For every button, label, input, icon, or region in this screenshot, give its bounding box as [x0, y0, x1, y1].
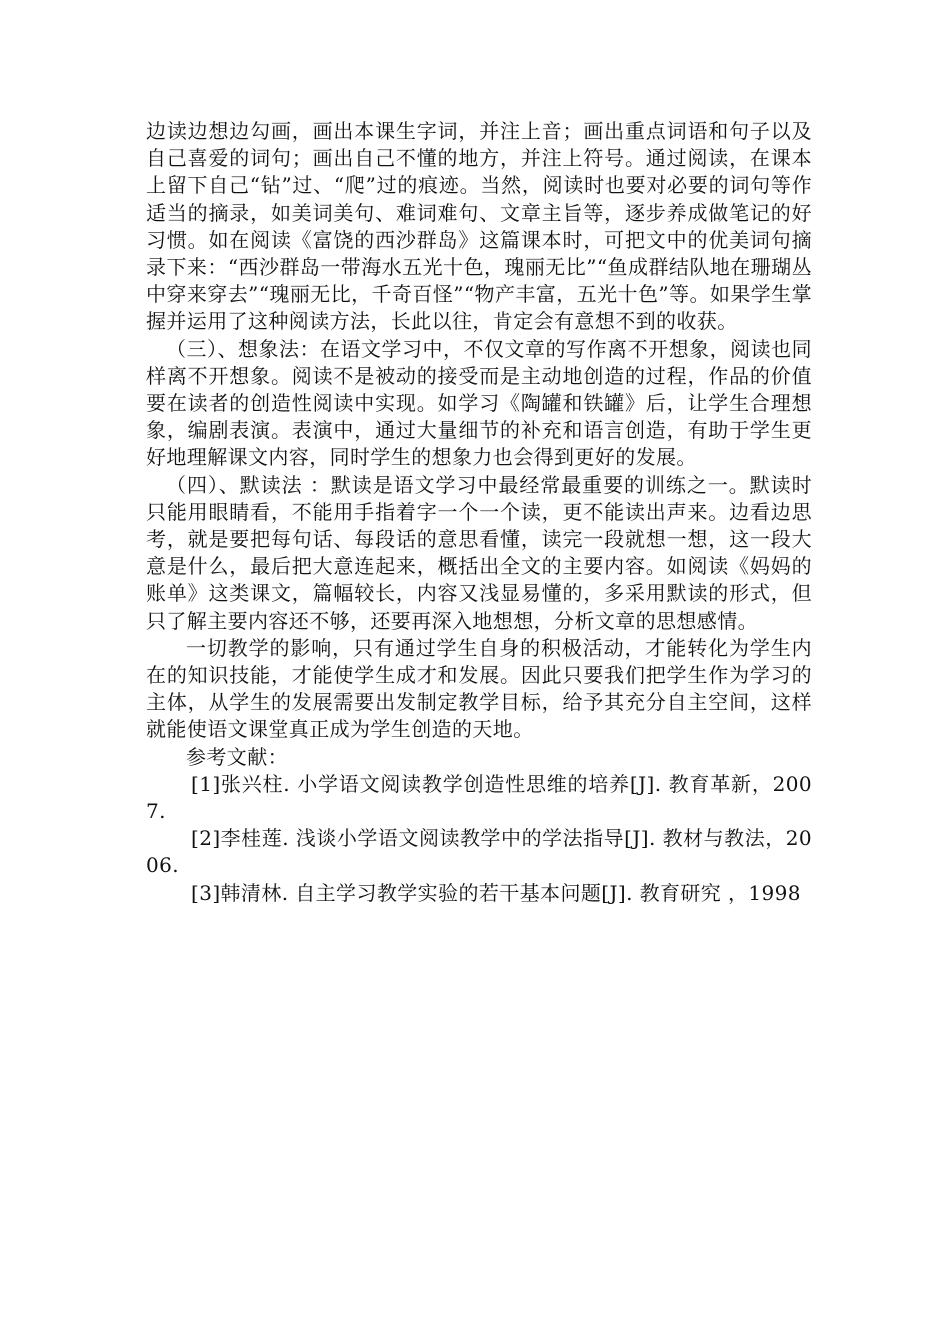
- document-body: [146, 118, 812, 907]
- references-heading: 参考文献：: [186, 744, 288, 769]
- body-paragraph-2: （三）、想象法：在语文学习中，不仅文章的写作离不开想象，阅读也同样离不开想象。阅读不是被动的接受而是主动地创造的过程，作品的价值要在读者的创造性阅读中实现。如学习《陶罐和铁罐》后，让学生合理想象，编剧表演。表演中，通过大量细节的补充和语言创造，有助于学生更好地理解课文内容，同时学生的想象力也会得到更好的发展。: [146, 336, 812, 470]
- reference-item-1: [1]张兴柱. 小学语文阅读教学创造性思维的培养[J]. 教育革新，2007.: [146, 771, 812, 824]
- body-paragraph-3: （四）、默读法 ：默读是语文学习中最经常最重要的训练之一。默读时只能用眼睛看，不能用手指着字一个一个读，更不能读出声来。边看边思考，就是要把每句话、每段话的意思看懂，读完一段就想一想，这一段大意是什么，最后把大意连起来，概括出全文的主要内容。如阅读《妈妈的账单》这类课文，篇幅较长，内容又浅显易懂的，多采用默读的形式，但只了解主要内容还不够，还要再深入地想想，分析文章的思想感情。: [146, 472, 812, 633]
- reference-item-2: [2]李桂莲. 浅谈小学语文阅读教学中的学法指导[J]. 教材与教法，2006.: [146, 826, 812, 878]
- body-paragraph-4: 一切教学的影响，只有通过学生自身的积极活动，才能转化为学生内在的知识技能，才能使学生成才和发展。因此只要我们把学生作为学习的主体，从学生的发展需要出发制定教学目标，给予其充分自主空间，这样就能使语文课堂真正成为学生创造的天地。: [146, 635, 812, 742]
- body-paragraph-1: 边读边想边勾画，画出本课生字词，并注上音；画出重点词语和句子以及自己喜爱的词句；画出自己不懂的地方，并注上符号。通过阅读，在课本上留下自己“钻”过、“爬”过的痕迹。当然，阅读时也要对必要的词句等作适当的摘录，如美词美句、难词难句、文章主旨等，逐步养成做笔记的好习惯。如在阅读《富饶的西沙群岛》这篇课本时，可把文中的优美词句摘录下来：“西沙群岛一带海水五光十色，瑰丽无比”“鱼成群结队地在珊瑚丛中穿来穿去”“瑰丽无比，千奇百怪”“物产丰富，五光十色”等。如果学生掌握并运用了这种阅读方法，长此以往，肯定会有意想不到的收获。: [146, 119, 812, 334]
- reference-item-3: [3]韩清林. 自主学习教学实验的若干基本问题[J]. 教育研究 ，1998: [191, 880, 801, 905]
